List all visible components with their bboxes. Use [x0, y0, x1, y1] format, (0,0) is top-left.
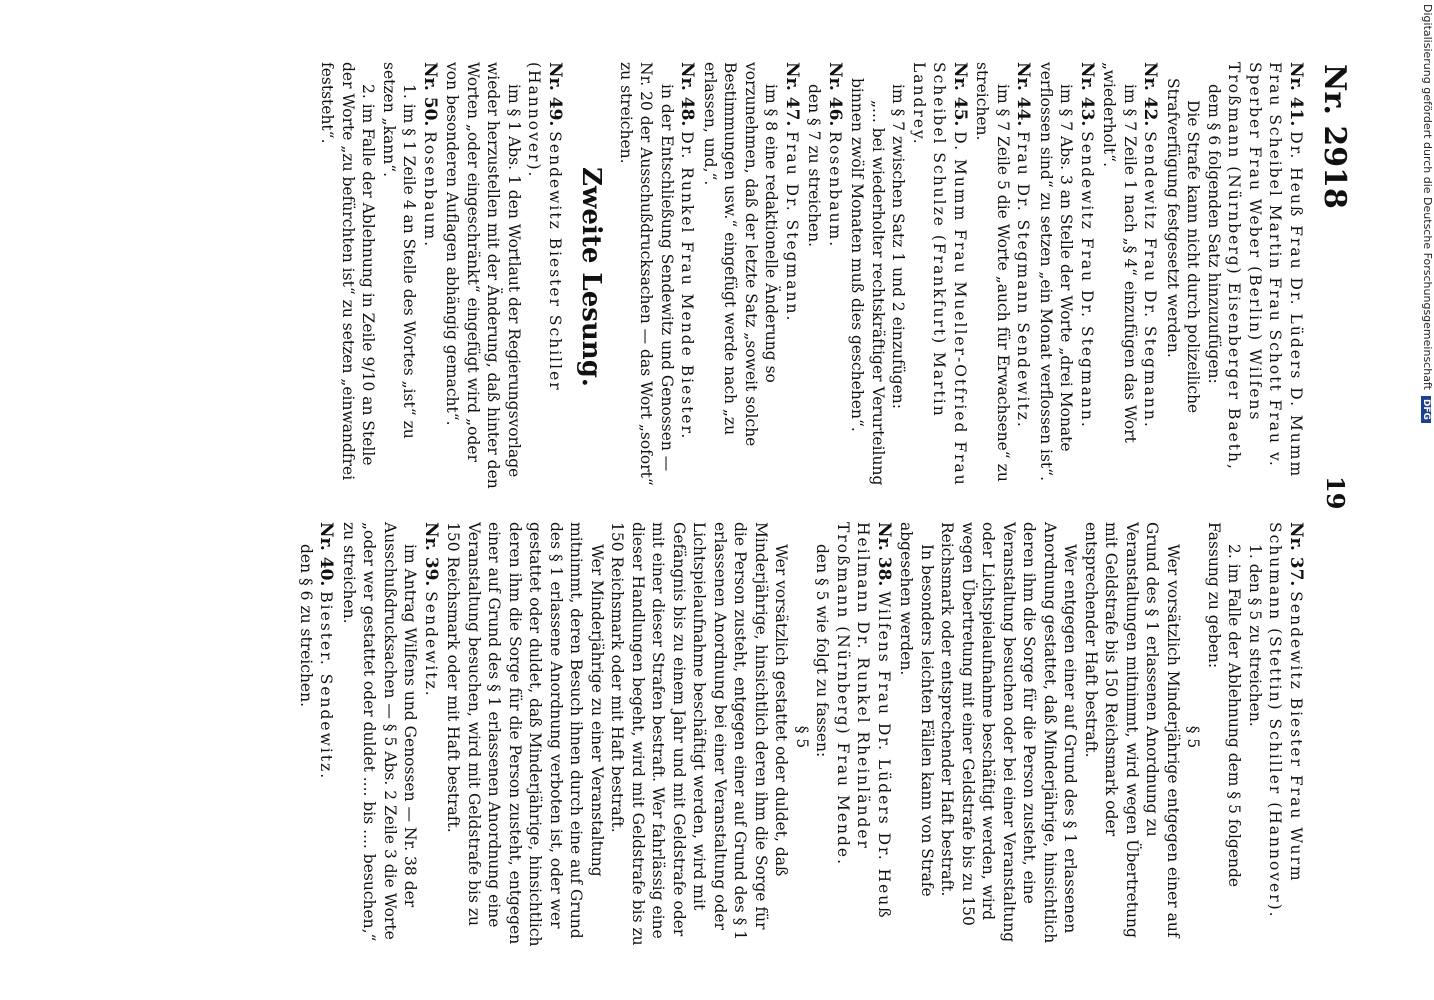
motion-number: Nr. 50. — [420, 62, 440, 127]
motion-50 — [317, 62, 440, 492]
motion-item: 2. im Falle der Ablehnung in Zeile 9/10 an Stelle der Worte „zu befürchten ist“ zu setzen „einwandfrei feststeht“. — [318, 62, 378, 481]
motion-text: den § 6 zu streichen. — [297, 544, 315, 708]
digitization-credit — [1421, 4, 1434, 423]
motion-text: im § 1 Abs. 1 den Wortlaut der Regierungsvorlage wieder herzustellen mit der Änderung, daß hinter den Worten „oder eingeschränkt“ eingefügt wird „oder von besonderen Auflagen abhängig gemacht“. — [443, 62, 523, 489]
motion-39 — [339, 522, 442, 952]
motion-37 — [896, 522, 1306, 952]
motion-text: im Antrag Wilfens und Genossen — Nr. 38 der Ausschußdrucksachen — § 5 Abs. 2 Zeile 3 die Worte „oder wer gestattet oder duldet .... bis .... besuchen,“ zu streichen. — [340, 522, 420, 942]
motion-text: im § 7 Abs. 3 an Stelle der Worte „drei Monate verflossen sind“ zu setzen „ein Monat verflossen ist“. — [1037, 62, 1076, 481]
motion-quote: „... bei wiederholter rechtskräftiger Verurteilung binnen zwölf Monaten muß dies geschehen“. — [848, 78, 887, 486]
motion-number: Nr. 38. — [874, 522, 894, 587]
section-title: Zweite Lesung. — [576, 167, 607, 387]
motion-text: im § 8 eine redaktionelle Änderung so vorzunehmen, daß der letzte Satz „soweit solche Bestimmungen usw.“ eingefügt werde nach „zu erlassen, und,“. — [701, 62, 781, 447]
motion-text: im § 7 Zeile 1 nach „§ 4“ einzufügen das Wort „wiederholt“. — [1100, 62, 1139, 443]
motion-sponsors: Wilfens Frau Dr. Lüders Dr. Heuß Heilmann Dr. Runkel Rheinländer Troßmann (Nürnberg) Frau Mende. — [834, 522, 893, 920]
paragraph-text: Wer vorsätzlich Minderjährige entgegen einer auf Grund des § 1 erlassenen Anordnung zu Veranstaltungen mitnimmt, wird wegen Übertretung mit Geldstrafe bis 150 Reichsmark oder entsprechender Haft bestraft. — [1082, 522, 1182, 938]
motion-number: Nr. 41. — [1286, 62, 1306, 127]
motion-48 — [616, 62, 698, 492]
right-column — [294, 522, 1307, 952]
motion-sponsors: Dr. Heuß Frau Dr. Lüders D. Mumm Frau Scheibel Martin Frau Schott Frau v. Sperber Frau Weber (Berlin) Wilfens Troßmann (Nürnberg) Eisenberger Baeth, — [1225, 62, 1305, 479]
motion-sponsors: Biester. Sendewitz. — [317, 591, 336, 781]
motion-text: den § 5 wie folgt zu fassen: — [813, 544, 832, 758]
motion-number: Nr. 37. — [1286, 522, 1306, 587]
paragraph-heading: § 5 — [1184, 725, 1203, 749]
credit-text: Digitalisierung gefördert durch die Deutsche Forschungsgemeinschaft — [1421, 4, 1434, 390]
motion-42 — [1099, 62, 1161, 492]
motion-text: dem § 6 folgenden Satz hinzuzufügen: — [1205, 84, 1223, 384]
motion-item: 1. im § 1 Zeile 4 an Stelle des Wortes „ist“ zu setzen „kann“. — [380, 62, 419, 439]
motion-sponsors: Frau Dr. Stegmann Sendewitz. — [1014, 131, 1033, 429]
motion-number: Nr. 45. — [950, 62, 970, 127]
motion-sponsors: Dr. Runkel Frau Mende Biester. — [678, 131, 697, 441]
motion-text: im § 7 Zeile 5 die Worte „auch für Erwachsene“ zu streichen. — [973, 62, 1012, 482]
motion-item: 2. im Falle der Ablehnung dem § 5 folgende Fassung zu geben: — [1205, 522, 1244, 888]
paragraph-text: Wer Minderjährige zu einer Veranstaltung mitnimmt, deren Besuch ihnen durch eine auf Grund des § 1 erlassene Anordnung verboten ist, oder wer gestattet oder duldet, daß Minderjährige, hinsichtlich deren ihm die Sorge für die Person zusteht, entgegen einer auf Grund des § 1 erlassenen Anordnung eine Veranstaltung besuchen, wird mit Geldstrafe bis zu 150 Reichsmark oder mit Haft bestraft. — [444, 522, 606, 947]
motion-number: Nr. 49. — [545, 62, 565, 127]
paragraph-text: Wer entgegen einer auf Grund des § 1 erlassenen Anordnung gestattet, daß Minderjährige, hinsichtlich deren ihm die Sorge für die Person zusteht, eine Veranstaltung besuchen oder bei einer Veranstaltung oder Lichtspielaufnahme beschäftigt werden, wird wegen Übertretung mit einer Geldstrafe bis zu 150 Reichsmark oder entsprechender Haft bestraft. — [938, 522, 1080, 944]
paragraph-text: Wer vorsätzlich gestattet oder duldet, daß Minderjährige, hinsichtlich deren ihm die Sorge für die Person zusteht, entgegen einer auf Grund des § 1 erlassenen Anordnung bei einer Veranstaltung oder Lichtspielaufnahme beschäftigt werden, wird mit Gefängnis bis zu einem Jahr und mit Geldstrafe oder mit einer dieser Strafen bestraft. Wer fahrlässig eine dieser Handlungen begeht, wird mit Geldstrafe bis zu 150 Reichsmark oder mit Haft bestraft. — [608, 522, 791, 946]
motion-number: Nr. 39. — [421, 522, 441, 587]
motion-text: im § 7 zwischen Satz 1 und 2 einzufügen: — [889, 84, 908, 409]
document-number: Nr. 2918 — [1317, 64, 1352, 209]
motion-49 — [442, 62, 565, 492]
motion-38 — [443, 522, 894, 952]
motion-43 — [1036, 62, 1098, 492]
motion-number: Nr. 47. — [782, 62, 802, 127]
motion-sponsors: Frau Dr. Stegmann. — [783, 131, 801, 323]
motion-sponsors: Sendewitz Frau Dr. Stegmann. — [1141, 131, 1160, 429]
motion-number: Nr. 42. — [1140, 62, 1161, 127]
motion-sponsors: Rosenbaum. — [826, 131, 844, 249]
motion-sponsors: Sendewitz. — [422, 591, 440, 698]
motion-number: Nr. 46. — [825, 62, 845, 127]
paragraph-text: In besonders leichten Fällen kann von Strafe abgesehen werden. — [897, 522, 936, 897]
motion-sponsors: D. Mumm Frau Mueller-Otfried Frau Scheibel Schulze (Frankfurt) Martin Landrey. — [910, 62, 969, 487]
motion-sponsors: Sendewitz Frau Dr. Stegmann. — [1078, 131, 1096, 429]
motion-47 — [700, 62, 803, 492]
motion-number: Nr. 48. — [677, 62, 698, 127]
motion-quote: Die Strafe kann nicht durch polizeiliche Strafverfügung festgesetzt werden. — [1164, 78, 1203, 414]
motion-number: Nr. 40. — [316, 522, 337, 587]
paragraph-heading: § 5 — [793, 725, 811, 749]
motion-40 — [296, 522, 337, 952]
motion-text: den § 7 zu streichen. — [805, 84, 824, 248]
motion-44 — [972, 62, 1034, 492]
dfg-logo: DFG — [1421, 396, 1431, 423]
motion-sponsors: Rosenbaum. — [421, 131, 439, 249]
motion-text: in der Entschließung Sendewitz und Genossen — Nr. 20 der Ausschußdrucksachen — das Wort „sofort“ zu streichen. — [617, 62, 676, 486]
motion-number: Nr. 44. — [1013, 62, 1034, 127]
motion-number: Nr. 43. — [1077, 62, 1097, 127]
motion-41 — [1163, 62, 1307, 492]
motion-46 — [804, 62, 845, 492]
motion-sponsors: Sendewitz Biester Schiller (Hannover). — [525, 62, 564, 392]
motion-45 — [847, 62, 970, 492]
left-column — [315, 62, 1306, 492]
motion-item: 1. den § 5 zu streichen. — [1246, 544, 1264, 727]
page-number: 19 — [1321, 476, 1350, 510]
motion-sponsors: Sendewitz Biester Frau Wurm Schumann (Stettin) Schiller (Hannover). — [1266, 522, 1305, 919]
